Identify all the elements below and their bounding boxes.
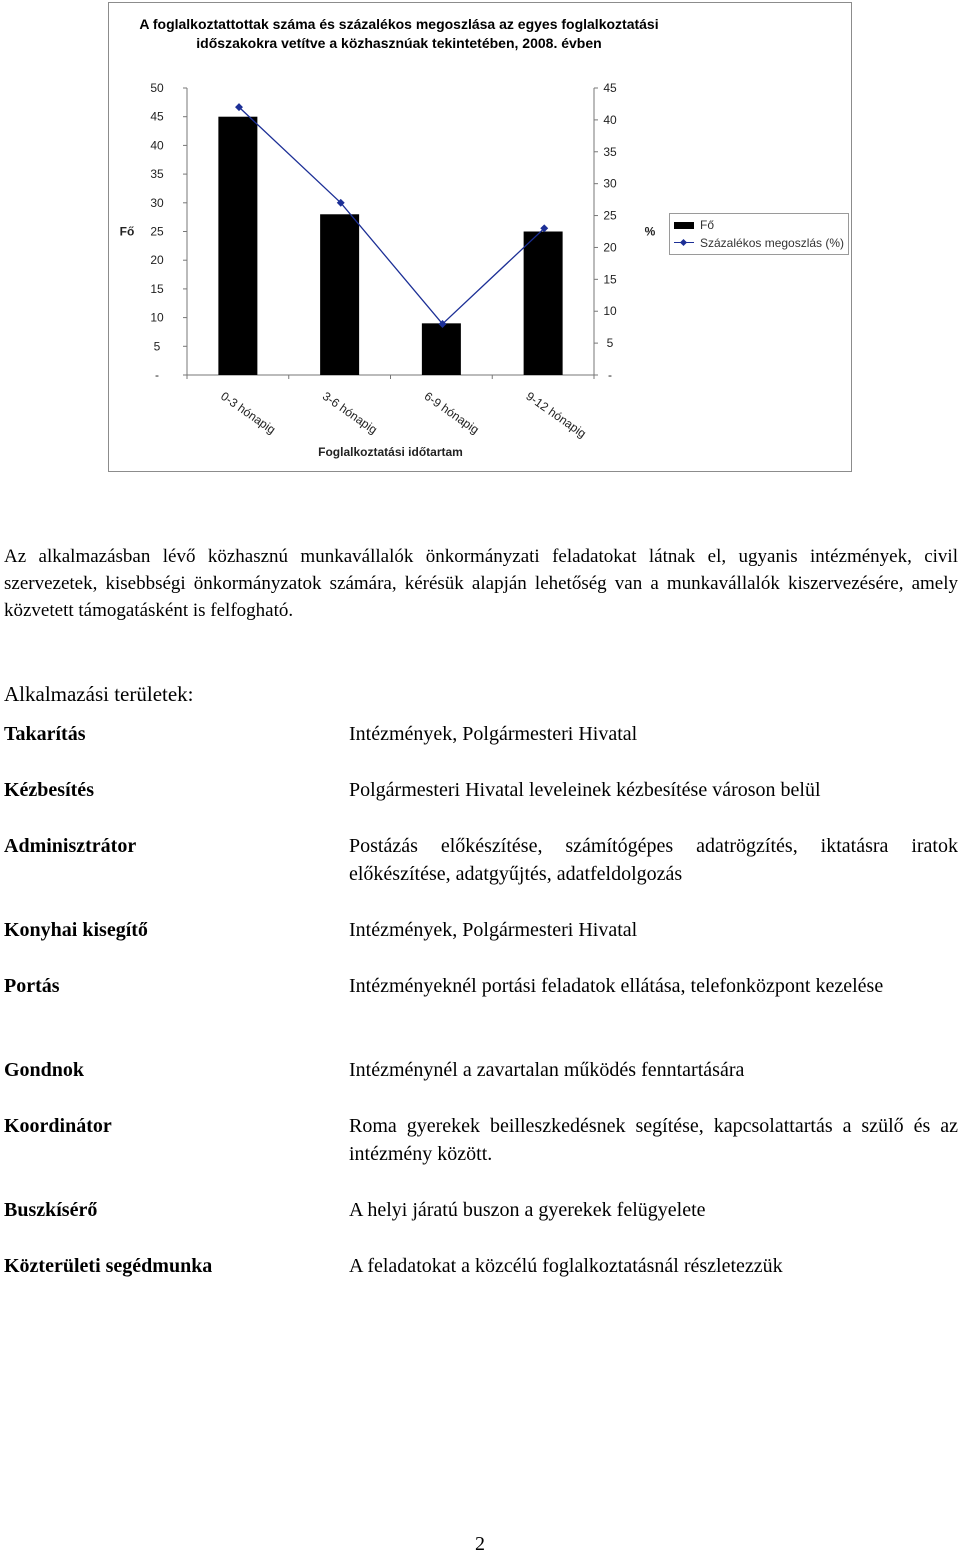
intro-paragraph: Az alkalmazásban lévő közhasznú munkavállalók önkormányzati feladatokat látnak el, ugyanis intézmények, civil szervezetek, kisebbségi önkormányzatok számára, kérésük alapján lehetőség van a munkavállalók kiszervezésére, amely közvetett támogatásként is felfogható.	[4, 546, 958, 621]
y-tick-label-left: 25	[150, 224, 164, 239]
y-tick-label-right: 35	[603, 144, 617, 159]
page-number: 2	[475, 1533, 485, 1555]
area-description: Roma gyerekek beilleszkedésnek segítése, kapcsolattartás a szülő és az intézmény között.	[349, 1115, 958, 1165]
y-tick-label-left: 45	[150, 109, 164, 124]
y-tick-label-right: 30	[603, 176, 617, 191]
y-tick-label-left: 20	[150, 253, 164, 268]
y-tick-label-right: 45	[603, 81, 617, 95]
y-tick-label-right: 15	[603, 272, 617, 287]
area-name: Portás	[4, 975, 60, 997]
area-name: Adminisztrátor	[4, 835, 137, 857]
area-description: Intézmények, Polgármesteri Hivatal	[349, 723, 638, 745]
area-description: A feladatokat a közcélú foglalkoztatásnál részletezzük	[349, 1255, 783, 1277]
area-name: Közterületi segédmunka	[4, 1255, 213, 1277]
y-tick-label-left: 35	[150, 167, 164, 182]
area-description: Intézményeknél portási feladatok ellátása, telefonközpont kezelése	[349, 975, 884, 997]
x-tick-label: 6-9 hónapig	[421, 388, 482, 437]
line-diamond-swatch-icon	[674, 238, 694, 248]
y-tick-label-left: 10	[150, 310, 164, 325]
bar-0-3-hónapig	[218, 117, 257, 375]
area-name: Buszkísérő	[4, 1199, 98, 1221]
x-axis-title: Foglalkoztatási időtartam	[318, 445, 463, 459]
bar-swatch-icon	[674, 222, 694, 229]
legend-label-fo: Fő	[700, 218, 715, 232]
y-tick-label-right: 5	[606, 336, 614, 351]
chart-title	[109, 15, 689, 53]
area-description: Postázás előkészítése, számítógépes adatrögzítés, iktatásra iratok előkészítése, adatgyűjtés, adatfeldolgozás	[349, 835, 958, 885]
bar-6-9-hónapig	[422, 323, 461, 375]
bar-3-6-hónapig	[320, 214, 359, 375]
area-description: Intézmények, Polgármesteri Hivatal	[349, 919, 638, 941]
y-tick-label-left: 30	[150, 195, 164, 210]
area-name: Konyhai kisegítő	[4, 919, 148, 941]
area-name: Kézbesítés	[4, 779, 94, 801]
section-heading: Alkalmazási területek:	[4, 682, 194, 706]
chart-container	[108, 2, 852, 472]
legend-label-szazalek: Százalékos megoszlás (%)	[700, 236, 845, 250]
percentage-line	[239, 107, 544, 324]
y-tick-label-left: 50	[150, 81, 164, 95]
chart-legend	[669, 213, 849, 255]
y-tick-label-right: 25	[603, 208, 617, 223]
y-tick-label-left: -	[155, 368, 159, 382]
y-tick-label-left: 40	[150, 138, 164, 153]
area-name: Takarítás	[4, 723, 86, 745]
bar-9-12-hónapig	[524, 232, 563, 376]
legend-item-fo	[674, 217, 714, 233]
y-tick-label-right: 40	[603, 112, 617, 127]
y-axis-label-left: Fő	[119, 224, 135, 239]
chart-title-line-2: időszakokra vetítve a közhasznúak tekintetében, 2008. évben	[196, 35, 602, 51]
legend-item-szazalek	[674, 235, 844, 251]
y-tick-label-right: 10	[603, 304, 617, 319]
y-tick-label-right: 20	[603, 240, 617, 255]
chart-title-line-1: A foglalkoztattottak száma és százalékos megoszlása az egyes foglalkoztatási	[139, 16, 659, 32]
area-description: Intézménynél a zavartalan működés fenntartására	[349, 1059, 745, 1081]
y-tick-label-left: 5	[153, 339, 161, 354]
y-axis-label-right: %	[644, 224, 656, 239]
area-name: Koordinátor	[4, 1115, 112, 1137]
x-tick-label: 9-12 hónapig	[523, 388, 589, 441]
area-name: Gondnok	[4, 1059, 85, 1081]
area-description: Polgármesteri Hivatal leveleinek kézbesítése városon belül	[349, 779, 821, 801]
y-tick-label-left: 15	[150, 281, 164, 296]
x-tick-label: 3-6 hónapig	[319, 388, 380, 437]
area-description: A helyi járatú buszon a gyerekek felügyelete	[349, 1199, 706, 1221]
x-tick-label: 0-3 hónapig	[218, 388, 279, 437]
y-tick-label-right: -	[608, 368, 612, 382]
